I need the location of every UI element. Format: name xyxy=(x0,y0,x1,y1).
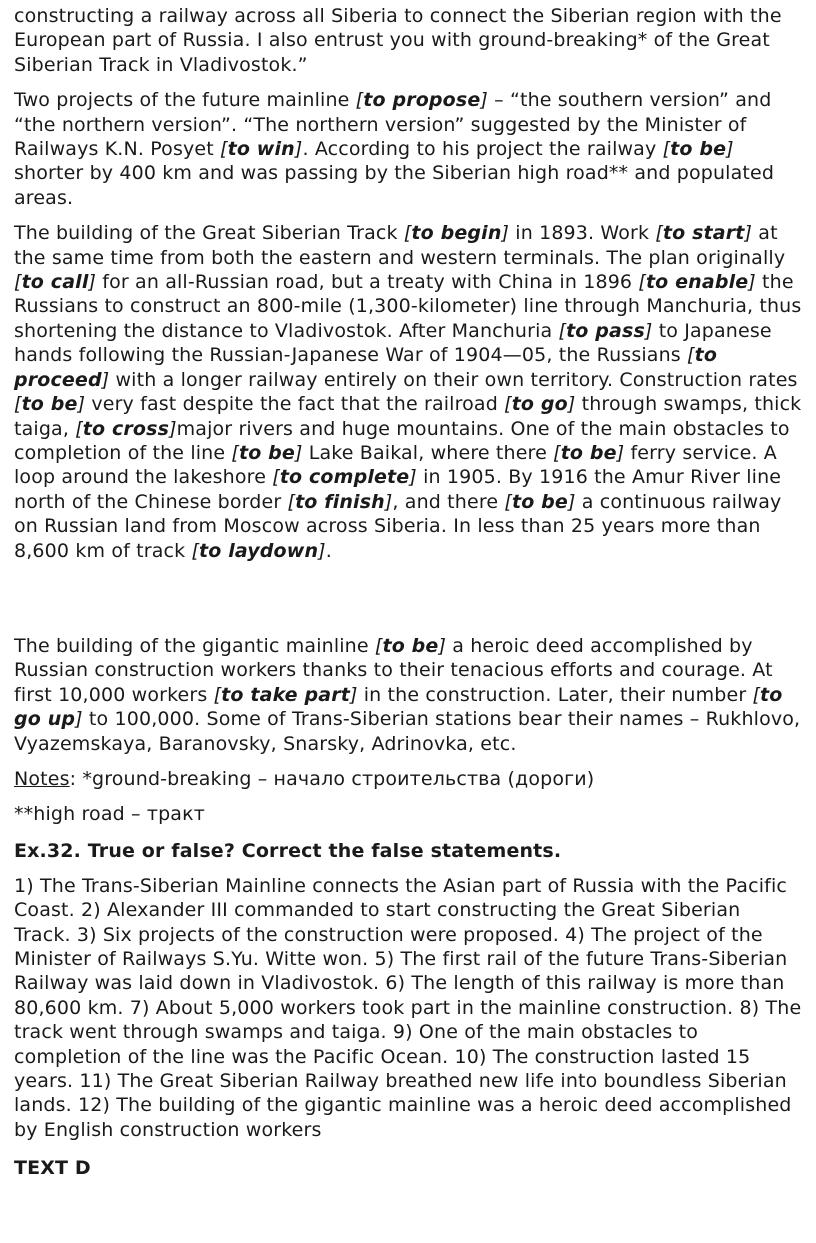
text-segment: to Japanese hands following the Russian-Japanese War of 1904—05, the Russians xyxy=(14,319,772,367)
verb-prompt: [to call] xyxy=(14,271,97,294)
text-segment: Two projects of the future mainline xyxy=(14,89,356,112)
verb-prompt: [to finish] xyxy=(287,490,393,513)
text-segment: major rivers and huge mountains. One of the main obstacles to completion of the line xyxy=(14,417,790,464)
paragraph-building xyxy=(14,221,802,563)
verb-prompt: [to laydown] xyxy=(191,539,326,562)
text-segment: the Russians to construct an 800-mile (1,300-kilometer) line through Manchuria, thus shortening the distance to Vladivostok. After Manchuria xyxy=(14,271,802,342)
text-segment: in 1893. Work xyxy=(509,222,656,245)
verb-infinitive: to be xyxy=(21,393,78,416)
verb-prompt: [to pass] xyxy=(558,319,653,342)
verb-prompt: [to take part] xyxy=(213,683,358,706)
verb-infinitive: to proceed xyxy=(14,344,718,391)
verb-prompt: [to be] xyxy=(553,441,625,464)
verb-infinitive: to laydown xyxy=(199,539,319,562)
verb-prompt: [to cross] xyxy=(75,417,177,440)
text-segment: , and there xyxy=(392,490,505,513)
verb-infinitive: to enable xyxy=(645,271,749,294)
notes-label: Notes xyxy=(14,767,70,790)
text-segment: ferry service. A loop around the lakeshore xyxy=(14,441,777,489)
text-segment: – “the southern version” and “the northern version”. “The northern version” suggested by the Minister of Railways K.N. Posyet xyxy=(14,89,772,161)
text-d-heading: TEXT D xyxy=(14,1157,91,1180)
text-segment: constructing a railway across all Siberia to connect the Siberian region with the European part of Russia. I also entrust you with ground-breaking* of the Great Siberian Track in Vladivostok.” xyxy=(14,5,782,76)
text-segment: in the construction. Later, their number xyxy=(357,683,753,706)
verb-prompt: [to complete] xyxy=(272,466,417,489)
verb-prompt: [to proceed] xyxy=(14,344,718,391)
text-segment: The building of the gigantic mainline xyxy=(14,634,375,657)
verb-prompt: [to begin] xyxy=(403,222,510,245)
verb-prompt: [to be] xyxy=(14,393,86,416)
verb-prompt: [to go up] xyxy=(14,683,783,731)
text-segment: through swamps, thick taiga, xyxy=(14,393,802,440)
verb-infinitive: to be xyxy=(238,441,295,464)
verb-infinitive: to go up xyxy=(14,683,783,731)
paragraph-workers xyxy=(14,634,802,756)
exercise-statements: 1) The Trans-Siberian Mainline connects the Asian part of Russia with the Pacific Coast. 2) Alexander III commanded to start constructing the Great Siberian Track. 3) Six projects of the construction were proposed. 4) The project of the Minister of Railways S.Yu. Witte won. 5) The first rail of the future Trans-Siberian Railway was laid down in Vladivostok. 6) The length of this railway is more than 80,600 km. 7) About 5,000 workers took part in the mainline construction. 8) The track went through swamps and taiga. 9) One of the main obstacles to completion of the line was the Pacific Ocean. 10) The construction lasted 15 years. 11) The Great Siberian Railway breathed new life into boundless Siberian lands. 12) The building of the gigantic mainline was a heroic deed accomplished by English construction workers xyxy=(14,874,802,1141)
verb-prompt: [to start] xyxy=(655,222,753,245)
verb-infinitive: to complete xyxy=(279,466,410,489)
verb-infinitive: to propose xyxy=(363,89,481,112)
verb-infinitive: to be xyxy=(670,138,727,161)
text-segment: . xyxy=(325,539,332,562)
paragraph-projects xyxy=(14,88,802,210)
text-segment: very fast despite the fact that the railroad xyxy=(85,393,505,416)
notes-line-1 xyxy=(14,767,802,791)
paragraph-intro xyxy=(14,4,802,77)
verb-prompt: [to be] xyxy=(231,441,303,464)
text-segment: a heroic deed accomplished by Russian construction workers thanks to their tenacious efforts and courage. At first 10,000 workers xyxy=(14,634,773,706)
verb-prompt: [to propose] xyxy=(355,89,488,112)
verb-prompt: [to enable] xyxy=(638,271,756,294)
verb-prompt: [to win] xyxy=(220,138,303,161)
text-segment: with a longer railway entirely on their own territory. Construction rates xyxy=(109,368,798,391)
verb-infinitive: to be xyxy=(511,490,568,513)
text-segment: a continuous railway on Russian land from Moscow across Siberia. In less than 25 years more than 8,600 km of track xyxy=(14,490,782,562)
verb-infinitive: to pass xyxy=(566,319,645,342)
text-segment: to 100,000. Some of Trans-Siberian stations bear their names – Rukhlovo, Vyazemskaya, Baranovsky, Snarsky, Adrinovka, etc. xyxy=(14,708,801,755)
verb-infinitive: to cross xyxy=(82,417,170,440)
text-segment: Lake Baikal, where there xyxy=(302,441,554,464)
verb-infinitive: to call xyxy=(21,271,89,294)
text-segment: at the same time from both the eastern and western terminals. The plan originally xyxy=(14,222,786,269)
verb-prompt: [to be] xyxy=(662,138,734,161)
verb-infinitive: to take part xyxy=(221,683,350,706)
verb-infinitive: to win xyxy=(227,138,295,161)
verb-infinitive: to go xyxy=(511,393,568,416)
verb-infinitive: to be xyxy=(382,634,439,657)
text-segment: shorter by 400 km and was passing by the Siberian high road** and populated areas. xyxy=(14,162,775,209)
verb-infinitive: to be xyxy=(560,441,617,464)
verb-infinitive: to begin xyxy=(411,222,502,245)
text-segment: for an all-Russian road, but a treaty with China in 1896 xyxy=(96,271,639,294)
verb-prompt: [to be] xyxy=(504,490,576,513)
verb-infinitive: to start xyxy=(662,222,745,245)
verb-infinitive: to finish xyxy=(295,490,385,513)
verb-prompt: [to go] xyxy=(504,393,576,416)
text-segment: in 1905. By 1916 the Amur River line north of the Chinese border xyxy=(14,466,782,513)
note-ground-breaking: : *ground-breaking – начало строительства (дороги) xyxy=(69,767,595,790)
exercise-heading: Ex.32. True or false? Correct the false statements. xyxy=(14,839,562,862)
notes-line-2: **high road – тракт xyxy=(14,803,205,826)
text-segment: The building of the Great Siberian Track xyxy=(14,222,404,245)
text-segment: . According to his project the railway xyxy=(302,138,663,161)
verb-prompt: [to be] xyxy=(374,634,447,657)
